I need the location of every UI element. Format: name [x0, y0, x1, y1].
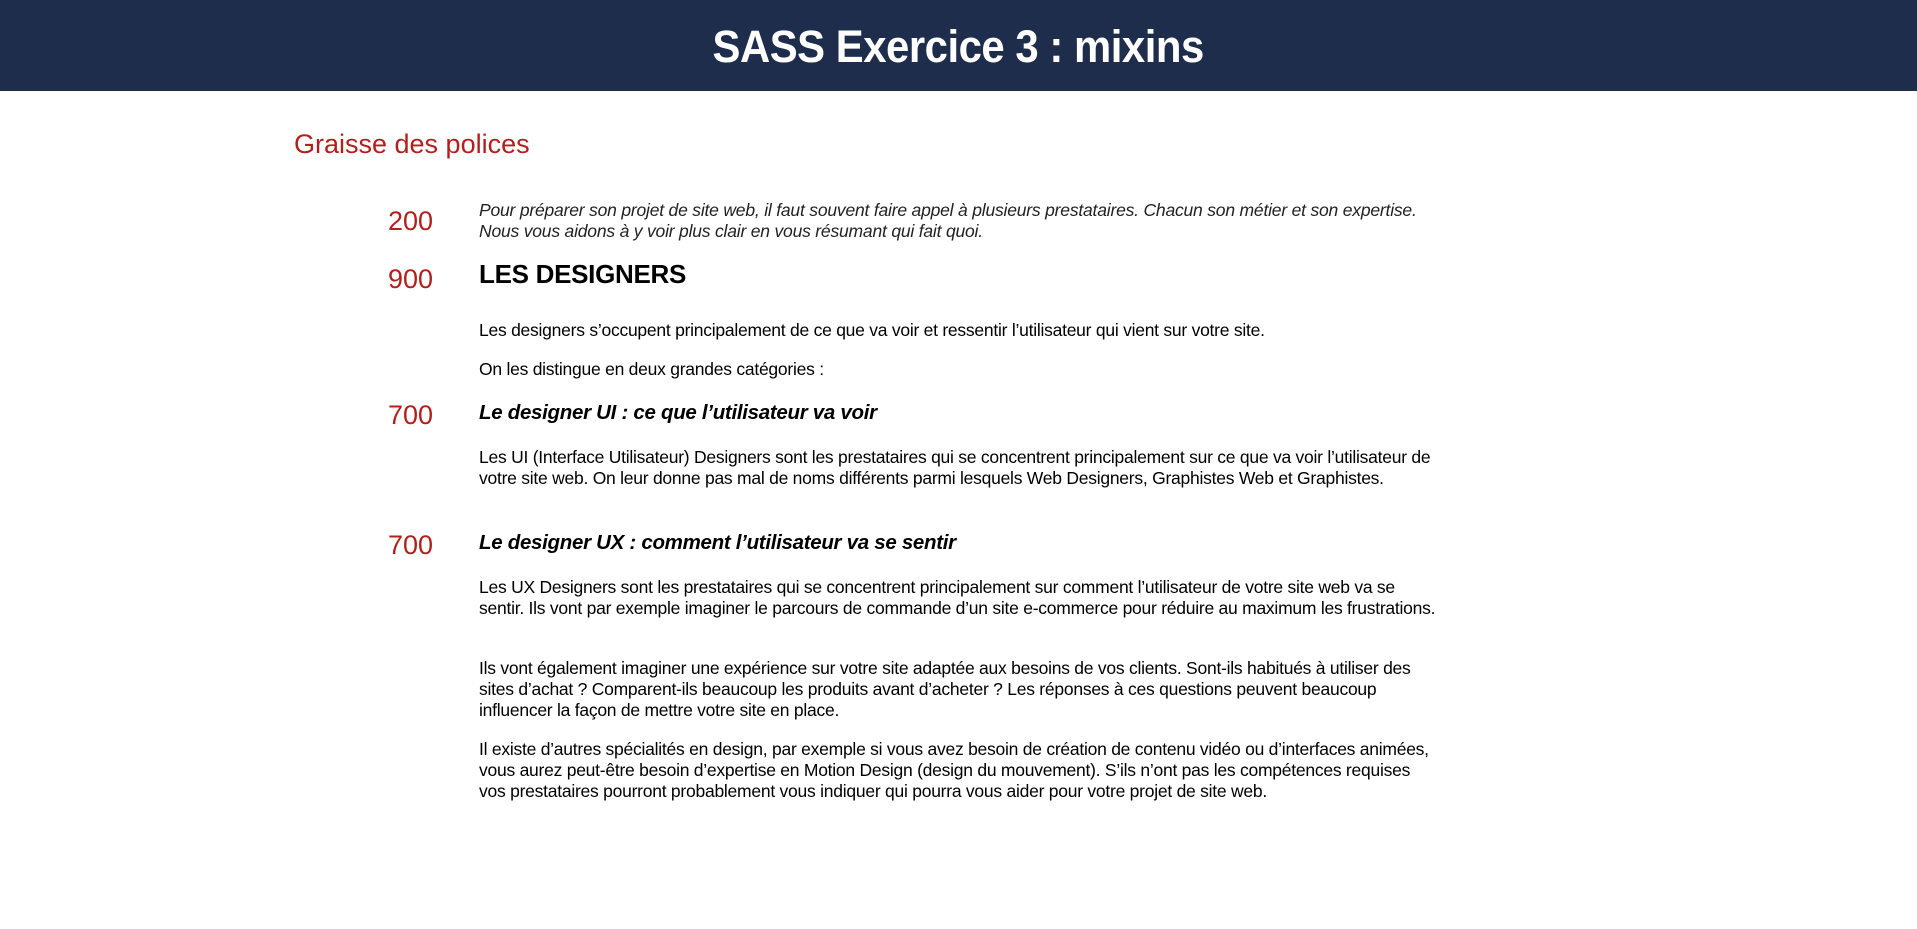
weight-label: 900 [388, 264, 434, 294]
paragraph: Ils vont également imaginer une expérience sur votre site adaptée aux besoins de vos clients. Sont-ils habitués à utiliser des sites d’achat ? Comparent-ils beaucoup les produits avant d’acheter ? Les réponses à ces questions peuvent beaucoup influencer la façon de mettre votre site en place. [479, 658, 1411, 720]
weight-label: 700 [388, 400, 434, 430]
page-header [0, 0, 1917, 91]
section-title: Graisse des polices [294, 129, 530, 159]
weight-label: 200 [388, 206, 434, 236]
designers-heading: LES DESIGNERS [479, 259, 687, 289]
ui-designer-heading: Le designer UI : ce que l’utilisateur va voir [479, 401, 877, 424]
paragraph: Les UI (Interface Utilisateur) Designers sont les prestataires qui se concentrent principalement sur ce que va voir l’utilisateur de votre site web. On leur donne pas mal de noms différents parmi lesquels Web Designers, Graphistes Web et Graphistes. [479, 447, 1431, 488]
paragraph: Il existe d’autres spécialités en design, par exemple si vous avez besoin de création de contenu vidéo ou d’interfaces animées, vous aurez peut-être besoin d’expertise en Motion Design (design du mouvement). S’ils n’ont pas les compétences requises vos prestataires pourront probablement vous indiquer qui pourra vous aider pour votre projet de site web. [479, 739, 1429, 801]
intro-paragraph: Pour préparer son projet de site web, il faut souvent faire appel à plusieurs prestataires. Chacun son métier et son expertise. Nous vous aidons à y voir plus clair en vous résumant qui fait quoi. [479, 200, 1417, 241]
paragraph: On les distingue en deux grandes catégories : [479, 359, 824, 379]
paragraph: Les UX Designers sont les prestataires qui se concentrent principalement sur comment l’utilisateur de votre site web va se sentir. Ils vont par exemple imaginer le parcours de commande d’un site e-commerce pour réduire au maximum les frustrations. [479, 577, 1436, 618]
weight-label: 700 [388, 530, 434, 560]
paragraph: Les designers s’occupent principalement de ce que va voir et ressentir l’utilisateur qui vient sur votre site. [479, 320, 1265, 340]
page-title: SASS Exercice 3 : mixins [712, 20, 1205, 72]
ux-designer-heading: Le designer UX : comment l’utilisateur va se sentir [479, 531, 956, 554]
